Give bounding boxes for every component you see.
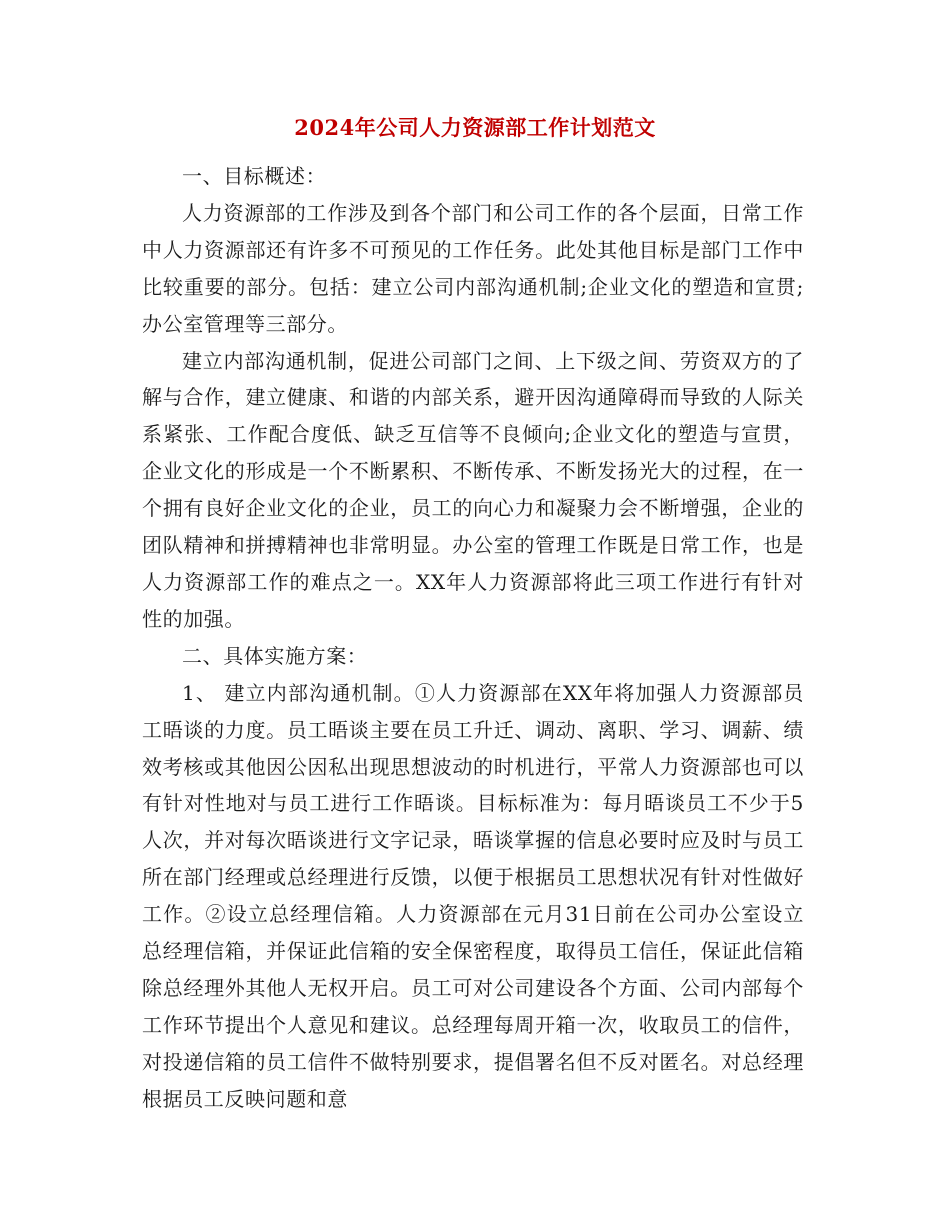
document-body — [142, 158, 804, 1118]
paragraph: 1、 建立内部沟通机制。①人力资源部在XX年将加强人力资源部员工晤谈的力度。员工晤谈主要在员工升迁、调动、离职、学习、调薪、绩效考核或其他因公因私出现思想波动的时机进行，平常人力资源部也可以有针对性地对与员工进行工作晤谈。目标标准为：每月晤谈员工不少于5人次，并对每次晤谈进行文字记录，晤谈掌握的信息必要时应及时与员工所在部门经理或总经理进行反馈，以便于根据员工思想状况有针对性做好工作。②设立总经理信箱。人力资源部在元月31日前在公司办公室设立总经理信箱，并保证此信箱的安全保密程度，取得员工信任，保证此信箱除总经理外其他人无权开启。员工可对公司建设各个方面、公司内部每个工作环节提出个人意见和建议。总经理每周开箱一次，收取员工的信件，对投递信箱的员工信件不做特别要求，提倡署名但不反对匿名。对总经理根据员工反映问题和意 — [142, 680, 804, 1111]
document-title: 2024年公司人力资源部工作计划范文 — [294, 115, 656, 140]
section-heading-goals: 一、目标概述： — [182, 164, 327, 188]
paragraph: 建立内部沟通机制，促进公司部门之间、上下级之间、劳资双方的了解与合作，建立健康、和谐的内部关系，避开因沟通障碍而导致的人际关系紧张、工作配合度低、缺乏互信等不良倾向;企业文化的塑造与宣贯，企业文化的形成是一个不断累积、不断传承、不断发扬光大的过程，在一个拥有良好企业文化的企业，员工的向心力和凝聚力会不断增强，企业的团队精神和拼搏精神也非常明显。办公室的管理工作既是日常工作，也是人力资源部工作的难点之一。XX年人力资源部将此三项工作进行有针对性的加强。 — [142, 348, 804, 631]
section-heading-implementation: 二、具体实施方案： — [182, 643, 368, 668]
paragraph: 人力资源部的工作涉及到各个部门和公司工作的各个层面，日常工作中人力资源部还有许多不可预见的工作任务。此处其他目标是部门工作中比较重要的部分。包括：建立公司内部沟通机制;企业文化的塑造和宣贯;办公室管理等三部分。 — [142, 200, 804, 336]
